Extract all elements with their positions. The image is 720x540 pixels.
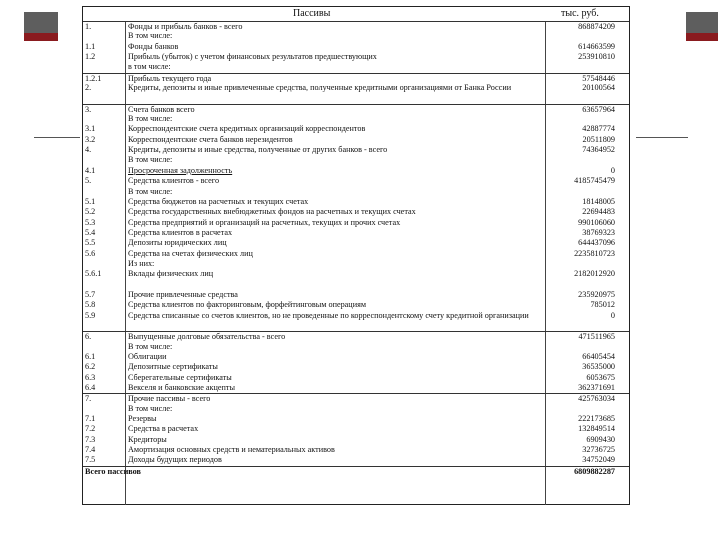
row-label: Средства государственных внебюджетных фондов на расчетных и текущих счетах [128, 207, 416, 217]
row-value: 362371691 [578, 383, 615, 393]
row-label: Доходы будущих периодов [128, 455, 222, 465]
row-number: 5.7 [85, 289, 96, 299]
row-value: 4185745479 [574, 176, 615, 186]
row-value: 32736725 [582, 445, 615, 455]
row-number: 5.1 [85, 196, 96, 206]
row-value: 20511809 [582, 134, 615, 144]
row-label: Корреспондентские счета банков нерезидентов [128, 134, 293, 144]
row-label: Из них: [128, 258, 155, 268]
row-number: 3. [85, 104, 92, 114]
row-value: 222173685 [578, 414, 615, 424]
row-value: 0 [610, 165, 615, 175]
row-label: Корреспондентские счета кредитных организаций корреспондентов [128, 124, 366, 134]
row-value: 63657964 [582, 104, 615, 114]
row-label: Средства клиентов - всего [128, 176, 220, 186]
table-row [83, 311, 629, 332]
table-row [83, 124, 629, 134]
row-number: 5.8 [85, 300, 96, 310]
row-label: Средства списанные со счетов клиентов, но не проведенные по корреспондентскому счету кредитной организации [128, 310, 529, 320]
row-value: 22694483 [582, 207, 615, 217]
row-value: 66405454 [582, 352, 615, 361]
row-number: 6.1 [85, 352, 96, 361]
row-number: 4. [85, 145, 92, 155]
table-row [83, 21, 629, 31]
table-row [83, 218, 629, 228]
row-number: 1.2 [85, 52, 96, 62]
row-label: Прочие привлеченные средства [128, 289, 238, 299]
row-number: 4.1 [85, 165, 96, 175]
row-number: 1.2.1 [85, 73, 102, 83]
table-body [83, 21, 629, 476]
decor-square-dark-left [24, 12, 58, 34]
row-number: 7.3 [85, 434, 96, 444]
decor-square-dark-right [686, 12, 718, 34]
row-number: 7.5 [85, 455, 96, 465]
row-value: 614663599 [578, 41, 615, 51]
decor-line-left [34, 137, 80, 138]
row-label: Фонды банков [128, 41, 179, 51]
table-row [83, 414, 629, 424]
row-number: 3.2 [85, 134, 96, 144]
row-label: Депозитные сертификаты [128, 362, 218, 372]
table-row [83, 31, 629, 41]
row-value: 253910810 [578, 52, 615, 62]
table-row [83, 114, 629, 124]
row-value: 868874209 [578, 22, 615, 31]
row-label: Кредиты, депозиты и иные привлеченные средства, полученные кредитными организациями от Банка России [128, 83, 512, 93]
table-row [83, 331, 629, 341]
row-number: 6.2 [85, 362, 96, 372]
table-row [83, 73, 629, 83]
row-number: 6. [85, 332, 92, 342]
table-row [83, 455, 629, 465]
row-label: Средства клиентов по факторинговым, форфейтинговым операциям [128, 300, 367, 310]
row-value: 0 [610, 310, 615, 320]
row-number: 5.9 [85, 310, 96, 320]
table-row [83, 249, 629, 259]
row-number: 7.1 [85, 414, 96, 424]
unit-label: тыс. руб. [561, 8, 599, 19]
table-row [83, 445, 629, 455]
row-label: Облигации [128, 352, 167, 361]
decor-line-right [636, 137, 688, 138]
row-value: 132849514 [578, 424, 615, 434]
row-label: Вклады физических лиц [128, 269, 214, 279]
table-title: Пассивы [293, 8, 331, 19]
row-label: Фонды и прибыль банков - всего [128, 22, 243, 31]
row-label: В том числе: [128, 403, 173, 413]
table-row [83, 52, 629, 62]
table-row [83, 176, 629, 186]
row-label: Всего пассивов [85, 466, 141, 476]
row-number: 5.2 [85, 207, 96, 217]
row-number: 7. [85, 394, 92, 404]
row-label: Резервы [128, 414, 157, 424]
row-label: Средства в расчетах [128, 424, 199, 434]
row-value: 57548446 [582, 73, 615, 83]
table-row [83, 404, 629, 414]
row-value: 471511965 [578, 332, 615, 342]
table-row [83, 435, 629, 445]
table-row [83, 342, 629, 352]
decor-square-red-left [24, 33, 58, 41]
row-value: 18148005 [582, 196, 615, 206]
row-value: 34752049 [582, 455, 615, 465]
table-row [83, 269, 629, 279]
row-value: 20100564 [582, 83, 615, 93]
table-row [83, 383, 629, 393]
row-value: 42887774 [582, 124, 615, 134]
row-number: 5. [85, 176, 92, 186]
row-label: Средства клиентов в расчетах [128, 227, 233, 237]
row-number: 6.3 [85, 372, 96, 382]
row-label: Кредиторы [128, 434, 167, 444]
table-row [83, 300, 629, 310]
row-label: Прибыль (убыток) с учетом финансовых результатов предшествующих [128, 52, 377, 62]
table-row [83, 228, 629, 238]
table-row [83, 62, 629, 72]
table-row [83, 259, 629, 269]
row-number: 1. [85, 22, 92, 31]
balance-sheet-table [82, 6, 630, 505]
table-row [83, 135, 629, 145]
row-label: Выпущенные долговые обязательства - всего [128, 332, 286, 342]
row-label: Средства на счетах физических лиц [128, 248, 253, 258]
row-value: 6809882287 [574, 466, 615, 476]
table-row [83, 207, 629, 217]
row-value: 2182012920 [574, 269, 615, 279]
row-value: 6909430 [586, 434, 615, 444]
row-value: 74364952 [582, 145, 615, 155]
table-row [83, 155, 629, 165]
row-label: Векселя и банковские акцепты [128, 383, 235, 393]
row-label: в том числе: [128, 62, 171, 72]
row-label: Амортизация основных средств и нематериальных активов [128, 445, 335, 455]
row-label: В том числе: [128, 114, 173, 124]
row-number: 1.1 [85, 41, 96, 51]
row-value: 425763034 [578, 394, 615, 404]
row-value: 235920975 [578, 289, 615, 299]
row-number: 5.5 [85, 238, 96, 248]
row-number: 6.4 [85, 383, 96, 393]
row-label: В том числе: [128, 341, 173, 351]
row-value: 990106060 [578, 217, 615, 227]
row-label: Счета банков всего [128, 104, 195, 114]
row-value: 6053675 [586, 372, 615, 382]
table-row [83, 290, 629, 300]
table-row [83, 424, 629, 434]
table-row [83, 83, 629, 104]
row-number: 3.1 [85, 124, 96, 134]
row-label: Сберегательные сертификаты [128, 372, 232, 382]
row-number: 5.3 [85, 217, 96, 227]
table-row [83, 238, 629, 248]
row-number: 5.6.1 [85, 269, 102, 279]
row-number: 2. [85, 83, 92, 93]
table-row [83, 362, 629, 372]
row-value: 644437096 [578, 238, 615, 248]
table-row [83, 393, 629, 403]
table-row [83, 187, 629, 197]
table-row [83, 197, 629, 207]
decor-square-red-right [686, 33, 718, 41]
row-label: Депозиты юридических лиц [128, 238, 227, 248]
row-label: В том числе: [128, 155, 173, 165]
row-value: 36535000 [582, 362, 615, 372]
table-row [83, 373, 629, 383]
table-row [83, 352, 629, 362]
row-value: 38769323 [582, 227, 615, 237]
table-row [83, 42, 629, 52]
row-label: Кредиты, депозиты и иные средства, полученные от других банков - всего [128, 145, 388, 155]
row-number: 5.4 [85, 227, 96, 237]
row-value: 2235810723 [574, 248, 615, 258]
row-label: Средства бюджетов на расчетных и текущих счетах [128, 196, 309, 206]
row-label: Средства предприятий и организаций на расчетных, текущих и прочих счетах [128, 217, 401, 227]
table-row [83, 145, 629, 155]
row-label: Прочие пассивы - всего [128, 394, 211, 404]
row-label: Просроченная задолженность [128, 165, 233, 175]
table-row [83, 280, 629, 290]
row-value: 785012 [590, 300, 615, 310]
row-number: 5.6 [85, 248, 96, 258]
row-label: В том числе: [128, 186, 173, 196]
table-row [83, 104, 629, 114]
row-number: 7.4 [85, 445, 96, 455]
total-row [83, 466, 629, 476]
row-label: В том числе: [128, 31, 173, 41]
row-label: Прибыль текущего года [128, 73, 212, 83]
row-number: 7.2 [85, 424, 96, 434]
table-row [83, 166, 629, 176]
table-header [83, 7, 629, 22]
